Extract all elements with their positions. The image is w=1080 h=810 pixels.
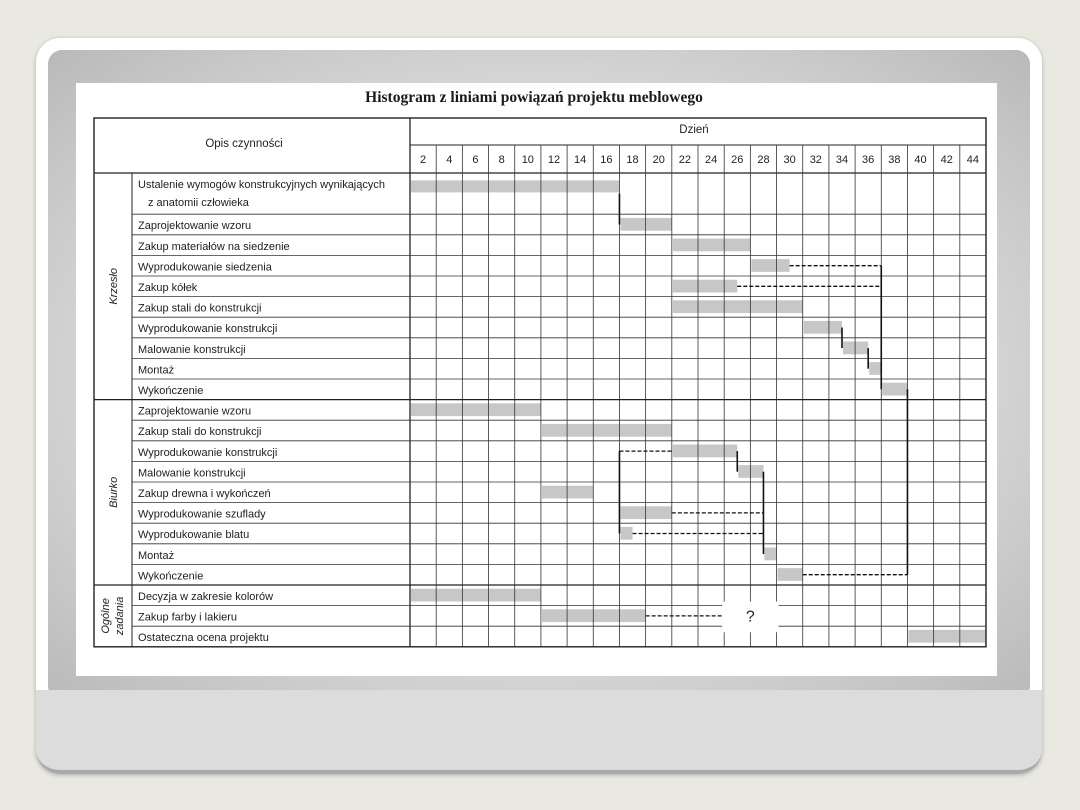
- activity-label: Wyprodukowanie blatu: [138, 529, 250, 542]
- activity-bar: [542, 424, 672, 437]
- activity-label: Zaprojektowanie wzoru: [138, 220, 252, 233]
- day-tick-label: 24: [704, 154, 718, 166]
- day-tick-label: 2: [420, 154, 427, 166]
- question-mark: ?: [745, 608, 755, 626]
- activity-bar: [673, 445, 737, 458]
- activity-label-line2: z anatomii człowieka: [148, 197, 249, 209]
- activity-label: Zakup drewna i wykończeń: [138, 488, 271, 500]
- activity-bar: [673, 280, 737, 293]
- day-tick-label: 36: [862, 154, 875, 166]
- activity-bar: [542, 486, 593, 499]
- day-tick-label: 8: [498, 154, 505, 166]
- activity-label: Zakup farby i lakieru: [138, 611, 238, 624]
- activity-label: Zakup kółek: [138, 282, 198, 294]
- activity-label: Wyprodukowanie siedzenia: [138, 261, 272, 274]
- activity-bar: [620, 527, 632, 540]
- slide-footer: [36, 690, 1042, 774]
- activity-label: Zaprojektowanie wzoru: [138, 405, 252, 418]
- activity-label: Zakup stali do konstrukcji: [138, 426, 262, 439]
- day-tick-label: 26: [731, 154, 744, 166]
- day-tick-label: 32: [809, 154, 822, 166]
- day-tick-label: 10: [521, 154, 534, 166]
- day-tick-label: 12: [547, 154, 561, 166]
- activity-bar: [804, 321, 842, 334]
- activity-label: Wyprodukowanie konstrukcji: [138, 446, 278, 459]
- activity-bar: [411, 180, 619, 192]
- activity-bar: [411, 589, 541, 602]
- activity-label: Ustalenie wymogów konstrukcyjnych wynikających: [138, 179, 385, 191]
- day-tick-label: 22: [678, 154, 692, 166]
- day-tick-label: 42: [940, 154, 953, 166]
- activity-bar: [843, 342, 868, 355]
- group-label: Krzesło: [108, 267, 120, 305]
- header-days: Dzień: [679, 124, 709, 136]
- day-tick-label: 16: [600, 154, 613, 166]
- activity-bar: [620, 506, 671, 519]
- activity-bar: [764, 548, 776, 561]
- unknown-link-marker: [722, 602, 778, 633]
- day-tick-label: 6: [472, 154, 479, 166]
- activity-bar: [673, 300, 803, 313]
- day-tick-label: 28: [757, 154, 770, 166]
- group-label: Ogólne: [100, 598, 112, 634]
- activity-bar: [673, 239, 751, 252]
- scanned-figure: [76, 83, 997, 676]
- group-label-line2: zadania: [114, 596, 126, 636]
- activity-bar: [542, 609, 646, 622]
- activity-label: Ostateczna ocena projektu: [138, 632, 269, 645]
- group-label: Biurko: [108, 476, 120, 508]
- day-tick-label: 38: [888, 154, 901, 166]
- activity-label: Wykończenie: [138, 385, 204, 397]
- day-tick-label: 40: [914, 154, 927, 166]
- activity-label: Zakup materiałów na siedzenie: [138, 240, 290, 253]
- activity-bar: [869, 362, 881, 375]
- activity-label: Montaż: [138, 364, 175, 377]
- day-tick-label: 30: [783, 154, 796, 166]
- gantt-chart: [76, 83, 997, 676]
- activity-bar: [882, 383, 907, 396]
- activity-bar: [908, 630, 986, 643]
- activity-bar: [620, 218, 671, 231]
- activity-bar: [778, 568, 803, 581]
- day-tick-label: 18: [626, 154, 639, 166]
- activity-label: Zakup stali do konstrukcji: [138, 302, 262, 315]
- activity-bar: [751, 259, 789, 272]
- day-tick-label: 4: [446, 154, 453, 166]
- day-tick-label: 44: [966, 154, 980, 166]
- activity-label: Montaż: [138, 549, 175, 562]
- activity-label: Wyprodukowanie konstrukcji: [138, 323, 278, 336]
- activity-label: Malowanie konstrukcji: [138, 467, 246, 480]
- day-tick-label: 14: [574, 154, 587, 166]
- header-description: Opis czynności: [205, 138, 283, 150]
- chart-title: Histogram z liniami powiązań projektu meblowego: [365, 89, 703, 106]
- day-tick-label: 34: [835, 154, 849, 166]
- activity-bar: [738, 465, 763, 478]
- day-tick-label: 20: [652, 154, 665, 166]
- activity-bar: [411, 403, 541, 416]
- activity-label: Malowanie konstrukcji: [138, 343, 246, 356]
- activity-label: Decyzja w zakresie kolorów: [138, 591, 274, 603]
- activity-label: Wykończenie: [138, 570, 204, 583]
- activity-label: Wyprodukowanie szuflady: [138, 508, 266, 521]
